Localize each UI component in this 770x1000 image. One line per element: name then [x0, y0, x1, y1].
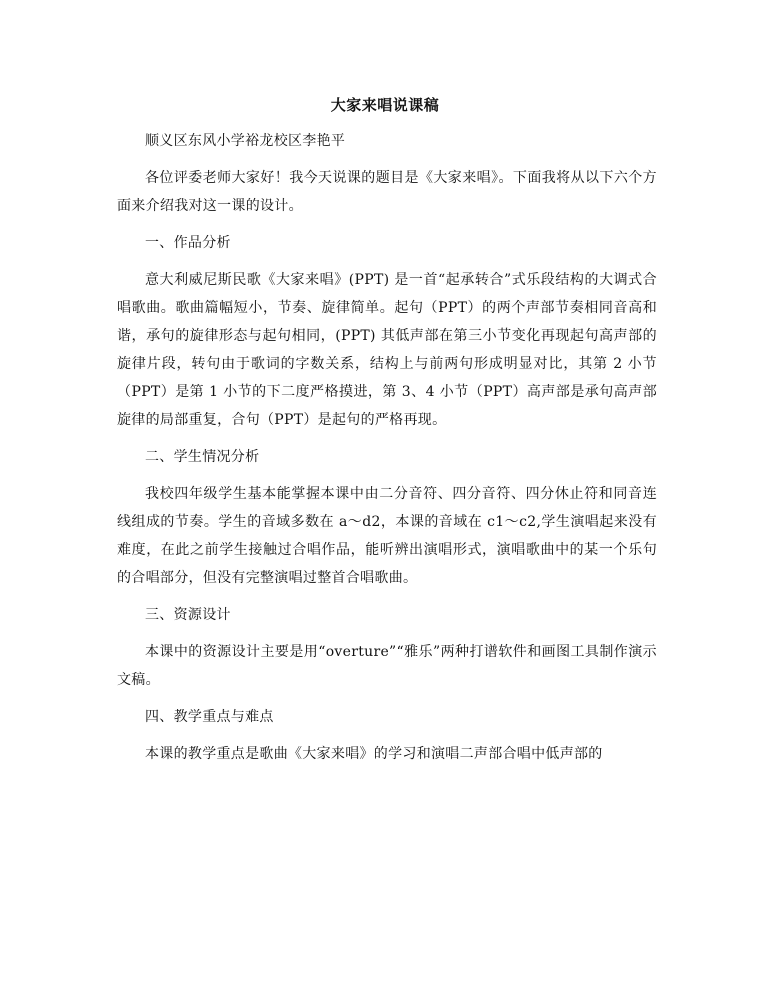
section-heading-key-points: 四、教学重点与难点 — [145, 709, 274, 725]
section-heading-resource-design: 三、资源设计 — [145, 607, 231, 623]
paragraph-student-analysis: 我校四年级学生基本能掌握本课中由二分音符、四分音符、四分休止符和同音连线组成的节奏。学生的音域多数在 a～d2，本课的音域在 c1～c2,学生演唱起来没有难度，在此之前学生接触过合唱作品，能听辨出演唱形式，演唱歌曲中的某一个乐句的合唱部分，但没有完整演唱过整首合唱歌曲。 — [117, 486, 657, 586]
section-heading-work-analysis: 一、作品分析 — [145, 235, 231, 251]
paragraph-intro: 各位评委老师大家好！我今天说课的题目是《大家来唱》。下面我将从以下六个方面来介绍我对这一课的设计。 — [117, 170, 657, 214]
document-title: 大家来唱说课稿 — [330, 96, 440, 114]
section-heading-student-analysis: 二、学生情况分析 — [145, 449, 260, 465]
paragraph-key-points: 本课的教学重点是歌曲《大家来唱》的学习和演唱二声部合唱中低声部的 — [145, 746, 603, 762]
author-line: 顺义区东风小学裕龙校区李艳平 — [145, 133, 346, 149]
paragraph-work-analysis: 意大利威尼斯民歌《大家来唱》(PPT) 是一首“起承转合”式乐段结构的大调式合唱歌曲。歌曲篇幅短小，节奏、旋律简单。起句（PPT）的两个声部节奏相同音高和谐，承句的旋律形态与起句相同，(PPT) 其低声部在第三小节变化再现起句高声部的旋律片段，转句由于歌词的字数关系，结构上与前两句形成明显对比，其第 2 小节（PPT）是第 1 小节的下二度严格摸进，第 3、4 小节（PPT）高声部是承句高声部旋律的局部重复，合句（PPT）是起句的严格再现。 — [117, 272, 657, 428]
paragraph-resource-design: 本课中的资源设计主要是用“overture”“雅乐”两种打谱软件和画图工具制作演示文稿。 — [117, 644, 657, 688]
document-body — [117, 127, 657, 777]
